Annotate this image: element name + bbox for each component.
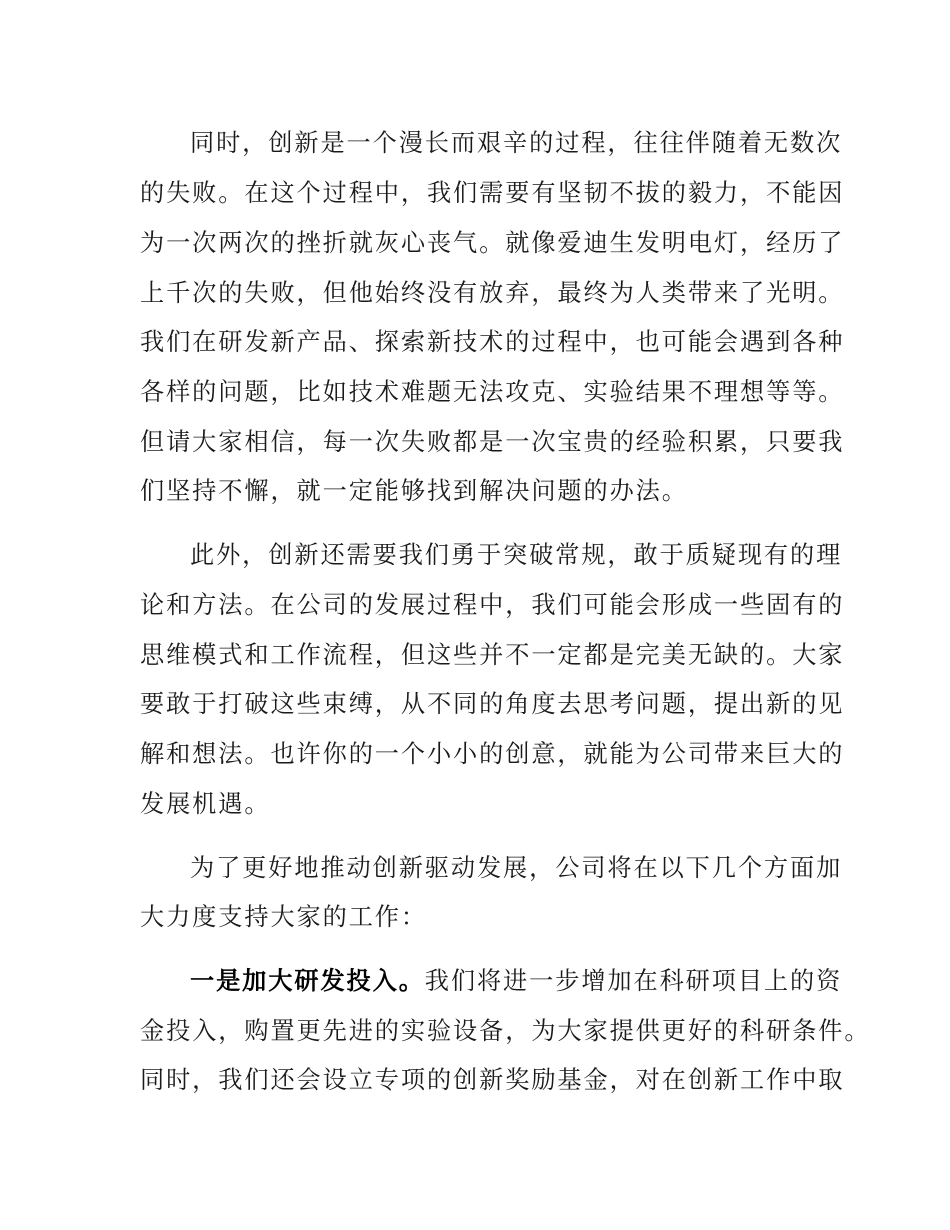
paragraph-2-line-2: 论和方法。在公司的发展过程中，我们可能会形成一些固有的 bbox=[140, 591, 845, 619]
paragraph-1-line-2: 的失败。在这个过程中，我们需要有坚韧不拔的毅力，不能因 bbox=[140, 179, 845, 207]
paragraph-4-line-2: 金投入，购置更先进的实验设备，为大家提供更好的科研条件。 bbox=[140, 1017, 871, 1045]
paragraph-2-line-4: 要敢于打破这些束缚，从不同的角度去思考问题，提出新的见 bbox=[140, 690, 845, 718]
paragraph-4-line-1-text: 我们将进一步增加在科研项目上的资 bbox=[424, 967, 843, 995]
paragraph-2-line-1: 此外，创新还需要我们勇于突破常规，敢于质疑现有的理 bbox=[190, 541, 843, 569]
paragraph-2-line-3: 思维模式和工作流程，但这些并不一定都是完美无缺的。大家 bbox=[140, 641, 845, 669]
paragraph-4-lead-heading: 一是加大研发投入。 bbox=[190, 967, 425, 995]
paragraph-4-line-1 bbox=[190, 959, 842, 1003]
paragraph-1-line-3: 为一次两次的挫折就灰心丧气。就像爱迪生发明电灯，经历了 bbox=[140, 229, 845, 257]
paragraph-4-line-3: 同时，我们还会设立专项的创新奖励基金，对在创新工作中取 bbox=[140, 1066, 845, 1094]
paragraph-3-line-1: 为了更好地推动创新驱动发展，公司将在以下几个方面加 bbox=[190, 854, 843, 882]
paragraph-1-line-1: 同时，创新是一个漫长而艰辛的过程，往往伴随着无数次 bbox=[190, 129, 843, 157]
paragraph-1-line-6: 各样的问题，比如技术难题无法攻克、实验结果不理想等等。 bbox=[140, 378, 845, 406]
paragraph-1-line-5: 我们在研发新产品、探索新技术的过程中，也可能会遇到各种 bbox=[140, 328, 845, 356]
paragraph-2-line-5: 解和想法。也许你的一个小小的创意，就能为公司带来巨大的 bbox=[140, 740, 845, 768]
paragraph-1-line-7: 但请大家相信，每一次失败都是一次宝贵的经验积累，只要我 bbox=[140, 428, 845, 456]
paragraph-2-line-6: 发展机遇。 bbox=[140, 790, 271, 818]
paragraph-1-line-4: 上千次的失败，但他始终没有放弃，最终为人类带来了光明。 bbox=[140, 279, 845, 307]
paragraph-1-line-8: 们坚持不懈，就一定能够找到解决问题的办法。 bbox=[140, 477, 688, 505]
paragraph-3-line-2: 大力度支持大家的工作： bbox=[140, 903, 427, 931]
